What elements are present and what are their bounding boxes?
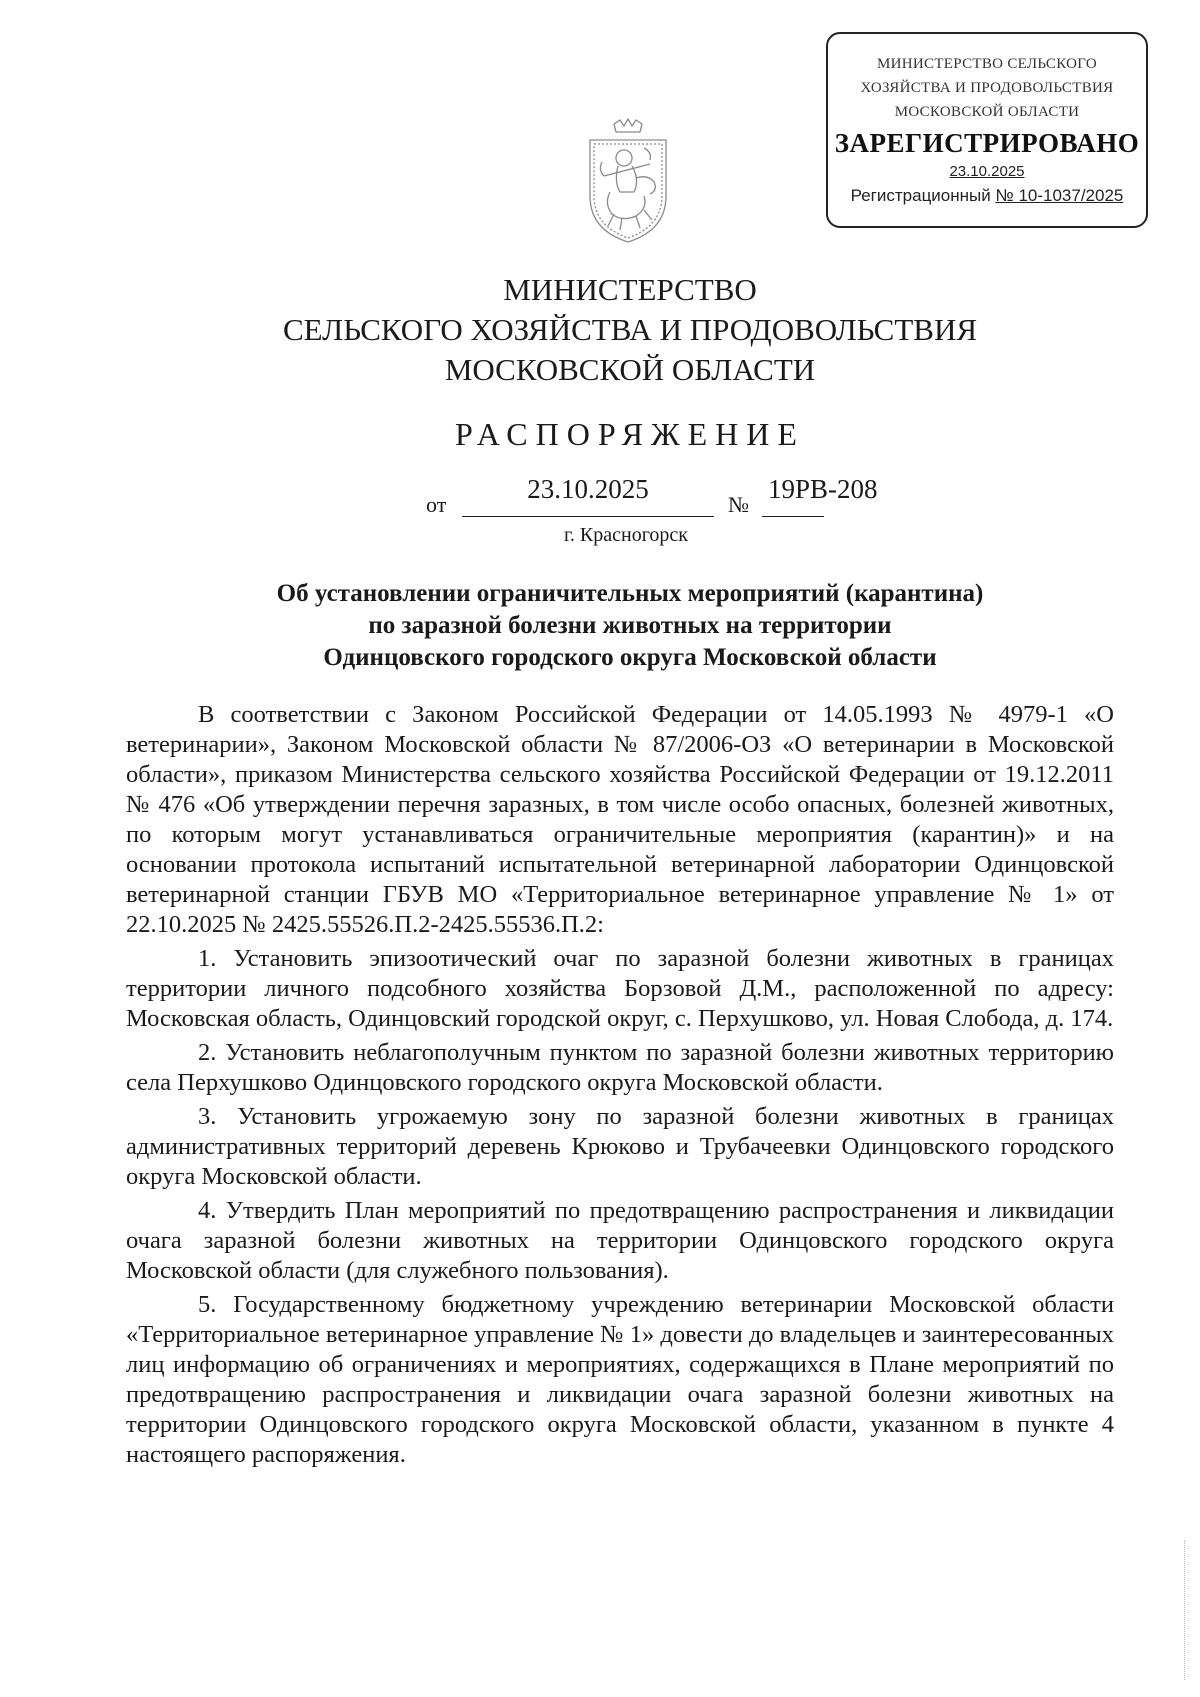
date-number-row <box>0 472 1200 522</box>
stamp-organization <box>828 52 1146 124</box>
stamp-title: ЗАРЕГИСТРИРОВАНО <box>834 128 1140 158</box>
stamp-reg-number: № 10-1037/2025 <box>995 186 1124 205</box>
scan-edge-mark <box>1184 1540 1186 1680</box>
stamp-registration <box>828 186 1146 206</box>
title-line: Одинцовского городского округа Московской области <box>323 644 937 671</box>
stamp-date: 23.10.2025 <box>949 163 1025 180</box>
clause-paragraph: 2. Установить неблагополучным пунктом по заразной болезни животных территорию села Перхушково Одинцовского городского округа Московской области. <box>126 1039 1114 1096</box>
clause-paragraph: 5. Государственному бюджетному учреждению ветеринарии Московской области «Территориальное ветеринарное управление № 1» довести до владельцев и заинтересованных лиц информацию об ограничениях и мероприятиях, содержащихся в Плане мероприятий по предотвращению распространения и ликвидации очага заразной болезни животных на территории Одинцовского городского округа Московской области, указанном в пункте 4 настоящего распоряжения. <box>126 1291 1114 1468</box>
preamble-paragraph: В соответствии с Законом Российской Федерации от 14.05.1993 № 4979-1 «О ветеринарии», Законом Московской области № 87/2006-ОЗ «О ветеринарии в Московской области», приказом Министерства сельского хозяйства Российской Федерации от 19.12.2011 № 476 «Об утверждении перечня заразных, в том числе особо опасных, болезней животных, по которым могут устанавливаться ограничительные мероприятия (карантин)» и на основании протокола испытаний испытательной ветеринарной лаборатории Одинцовской ветеринарной станции ГБУВ МО «Территориальное ветеринарное управление № 1» от 22.10.2025 № 2425.55526.П.2-2425.55536.П.2: <box>126 701 1114 938</box>
clause-paragraph: 3. Установить угрожаемую зону по заразной болезни животных в границах административных территорий деревень Крюково и Трубачеевки Одинцовского городского округа Московской области. <box>126 1103 1114 1190</box>
document-date: 23.10.2025 <box>527 474 649 504</box>
title-line: по заразной болезни животных на территории <box>368 612 892 639</box>
ministry-header <box>150 270 1110 390</box>
stamp-reg-label: Регистрационный <box>850 186 991 205</box>
document-number: 19РВ-208 <box>768 474 878 504</box>
number-label: № <box>728 492 749 517</box>
header-line: МИНИСТЕРСТВО <box>503 272 757 307</box>
registration-stamp <box>826 32 1148 228</box>
stamp-org-line: МОСКОВСКОЙ ОБЛАСТИ <box>894 104 1080 120</box>
date-label: от <box>426 492 447 517</box>
date-underline <box>462 516 714 517</box>
header-line: СЕЛЬСКОГО ХОЗЯЙСТВА И ПРОДОВОЛЬСТВИЯ <box>282 312 978 347</box>
stamp-org-line: МИНИСТЕРСТВО СЕЛЬСКОГО <box>876 56 1098 72</box>
title-line: Об установлении ограничительных мероприятий (карантина) <box>276 580 984 607</box>
clause-paragraph: 4. Утвердить План мероприятий по предотвращению распространения и ликвидации очага заразной болезни животных на территории Одинцовского городского округа Московской области (для служебного пользования). <box>126 1197 1114 1284</box>
document-city: г. Красногорск <box>563 524 689 546</box>
number-underline <box>762 516 824 517</box>
document-type: РАСПОРЯЖЕНИЕ <box>455 416 805 452</box>
stamp-org-line: ХОЗЯЙСТВА И ПРОДОВОЛЬСТВИЯ <box>860 80 1114 96</box>
clause-paragraph: 1. Установить эпизоотический очаг по заразной болезни животных в границах территории личного подсобного хозяйства Борзовой Д.М., расположенной по адресу: Московская область, Одинцовский городской округ, с. Перхушково, ул. Новая Слобода, д. 174. <box>126 945 1114 1032</box>
header-line: МОСКОВСКОЙ ОБЛАСТИ <box>444 352 816 387</box>
moscow-oblast-coat-of-arms-icon <box>574 118 682 246</box>
document-title <box>150 578 1110 674</box>
document-body <box>126 700 1114 1470</box>
